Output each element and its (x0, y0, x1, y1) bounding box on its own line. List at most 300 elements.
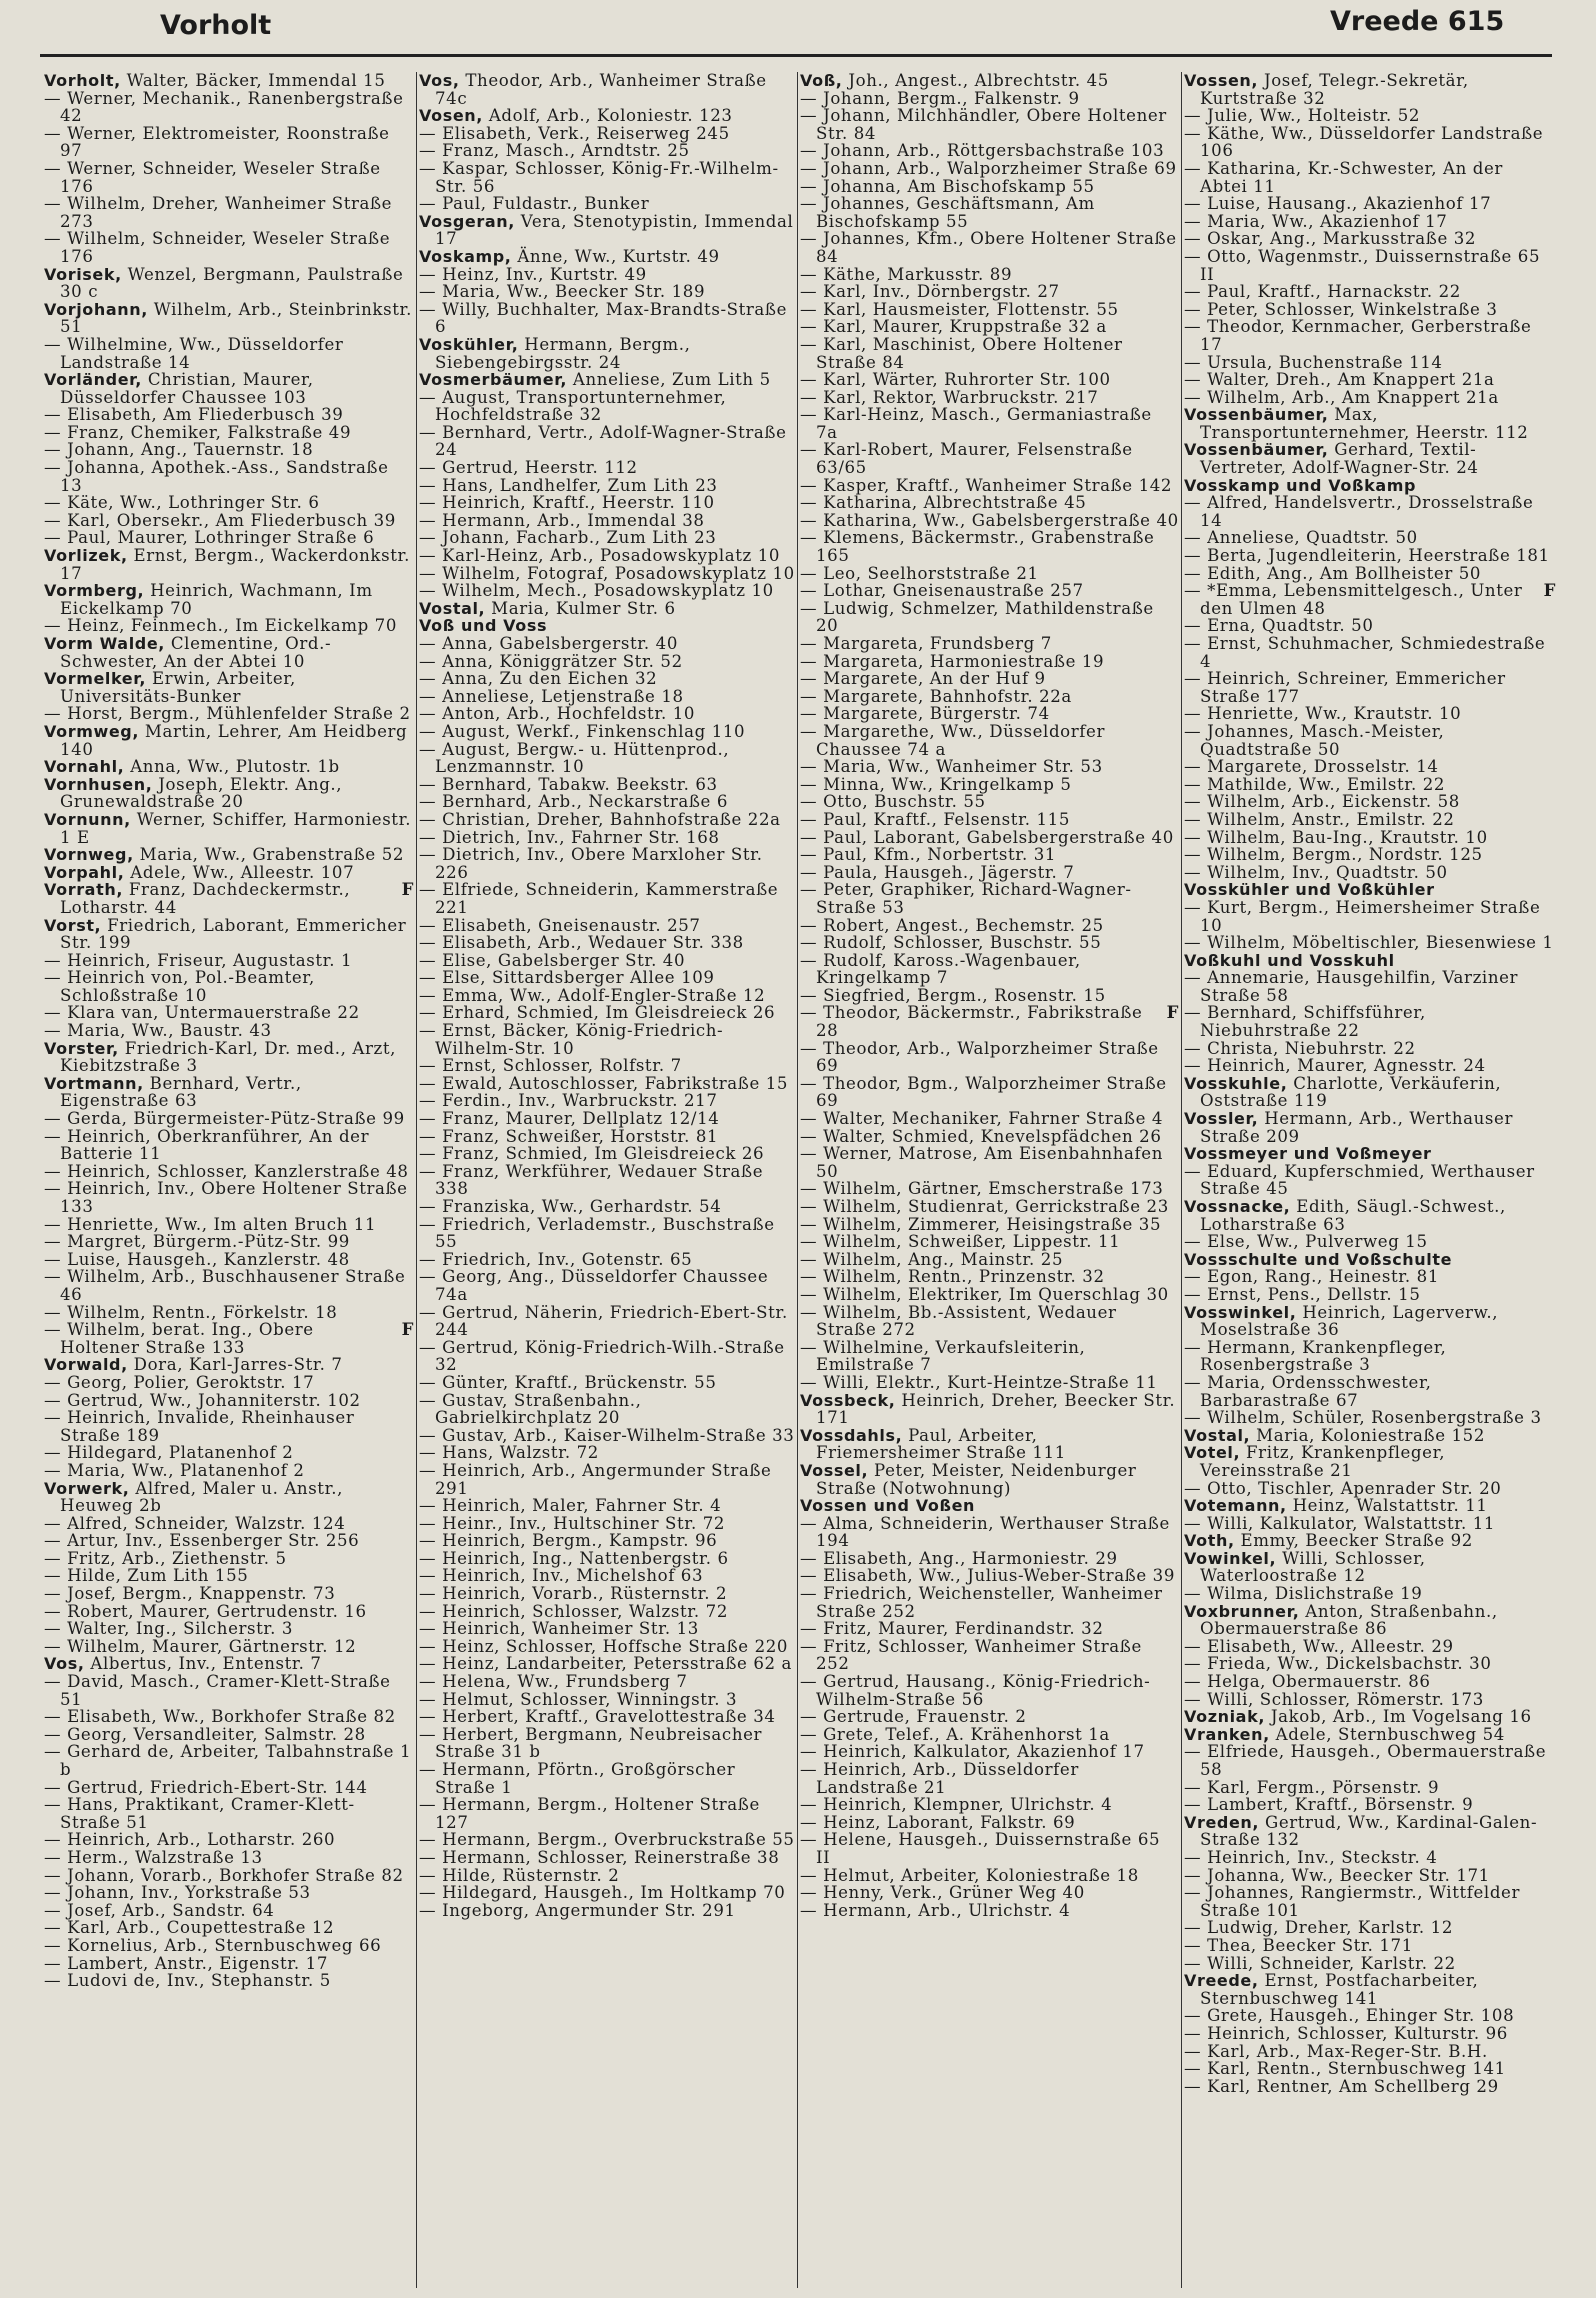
directory-entry (44, 1779, 414, 1797)
entry-details: — Klara van, Untermauerstraße 22 (44, 1003, 360, 1023)
entry-details: — Heinrich, Oberkranführer, An der Batterie 11 (44, 1126, 370, 1164)
entry-details: — Rudolf, Schlosser, Buschstr. 55 (800, 933, 1102, 953)
entry-details: — Johann, Milchhändler, Obere Holtener Str. 84 (800, 106, 1167, 143)
entry-details: — Wilhelm, Mech., Posadowskyplatz 10 (419, 581, 774, 601)
directory-entry (1184, 670, 1556, 705)
directory-entry (1184, 494, 1556, 529)
directory-entry (800, 1374, 1179, 1392)
directory-entry (1184, 1603, 1556, 1638)
entry-details: — Maria, Ww., Beecker Str. 189 (419, 282, 706, 302)
directory-entry (419, 1515, 798, 1533)
entry-details: — Johanna, Am Bischofskamp 55 (800, 176, 1095, 196)
directory-entry (800, 793, 1179, 811)
directory-entry (800, 758, 1179, 776)
entry-surname: Vorjohann, (44, 299, 148, 319)
directory-entry (419, 142, 798, 160)
entry-details: — Heinrich, Schlosser, Kanzlerstraße 48 (44, 1161, 409, 1181)
directory-entry (44, 1585, 414, 1603)
entry-details: — Walter, Ing., Silcherstr. 3 (44, 1619, 294, 1639)
directory-entry (419, 529, 798, 547)
directory-entry (44, 1110, 414, 1128)
entry-surname: Vostal, (1184, 1425, 1251, 1445)
directory-entry (419, 987, 798, 1005)
entry-details: — Hildegard, Platanenhof 2 (44, 1443, 294, 1463)
directory-entry (1184, 477, 1556, 495)
directory-entry (419, 741, 798, 776)
directory-entry (800, 512, 1179, 530)
entry-details: — Karl, Hausmeister, Flottenstr. 55 (800, 299, 1119, 319)
entry-details: — Heinrich von, Pol.-Beamter, Schloßstraße 10 (44, 968, 315, 1005)
entry-details: — Heinrich, Arb., Lotharstr. 260 (44, 1830, 336, 1850)
directory-entry (44, 1532, 414, 1550)
directory-entry (1184, 1919, 1556, 1937)
entry-details: Vera, Stenotypistin, Immendal 17 (435, 211, 794, 249)
entry-details: — Rudolf, Kaross.-Wagenbauer, Kringelkamp 7 (800, 950, 1081, 988)
entry-details: — Johann, Ang., Tauernstr. 18 (44, 440, 314, 460)
directory-entry (1184, 354, 1556, 372)
directory-entry (800, 864, 1179, 882)
entry-details: — Luise, Hausgeh., Kanzlerstr. 48 (44, 1249, 350, 1269)
directory-entry (1184, 2025, 1556, 2043)
entry-details: — Else, Ww., Pulverweg 15 (1184, 1232, 1428, 1252)
entry-details: — Margarete, An der Huf 9 (800, 669, 1046, 689)
entry-surname: Vranken, (1184, 1724, 1270, 1744)
directory-entry (1184, 1251, 1556, 1269)
entry-details: — Johannes, Kfm., Obere Holtener Straße 84 (800, 229, 1177, 266)
entry-surname: Vreden, (1184, 1812, 1260, 1832)
entry-surname: Vornweg, (44, 845, 134, 865)
directory-entry (419, 1057, 798, 1075)
directory-entry (800, 1831, 1179, 1866)
directory-entry (44, 864, 414, 882)
directory-entry (44, 1022, 414, 1040)
entry-details: — Hermann, Bergm., Overbruckstraße 55 (419, 1830, 795, 1850)
entry-surname: Vormberg, (44, 581, 145, 601)
entry-details: — Robert, Angest., Bechemstr. 25 (800, 915, 1104, 935)
entry-details: — Wilhelmine, Ww., Düsseldorfer Landstraße 14 (44, 334, 344, 372)
entry-details: — Gerda, Bürgermeister-Pütz-Straße 99 (44, 1109, 405, 1129)
directory-entry (419, 301, 798, 336)
entry-details: — Elisabeth, Am Fliederbusch 39 (44, 405, 344, 425)
directory-entry (419, 512, 798, 530)
entry-details: — Maria, Ww., Akazienhof 17 (1184, 211, 1448, 231)
directory-entry (44, 1955, 414, 1973)
entry-details: Adele, Sternbuschweg 54 (1275, 1724, 1505, 1744)
directory-entry (44, 441, 414, 459)
entry-details: Ernst, Postfacharbeiter, Sternbuschweg 141 (1200, 1971, 1479, 2008)
entry-details: — Helena, Ww., Frundsberg 7 (419, 1672, 688, 1692)
directory-entry (44, 705, 414, 723)
entry-details: Franz, Dachdeckermstr., Lotharstr. 44 (60, 880, 351, 917)
entry-details: — Katharina, Albrechtstraße 45 (800, 493, 1087, 513)
entry-details: Alfred, Maler u. Anstr., Heuweg 2b (60, 1478, 344, 1516)
entry-surname: Vosskuhle, (1184, 1073, 1288, 1093)
directory-entry (800, 1339, 1179, 1374)
directory-entry (419, 459, 798, 477)
directory-entry (800, 90, 1179, 108)
directory-entry (44, 635, 414, 670)
directory-entry (1184, 635, 1556, 670)
directory-entry (800, 688, 1179, 706)
directory-entry (44, 1655, 414, 1673)
directory-entry (44, 336, 414, 371)
directory-entry (44, 1356, 414, 1374)
entry-details: Gerhard, Textil-Vertreter, Adolf-Wagner-Str. 24 (1200, 440, 1479, 478)
entry-details: — Alfred, Handelsvertr., Drosselstraße 14 (1184, 493, 1534, 530)
entry-details: — Helmut, Schlosser, Winningstr. 3 (419, 1689, 738, 1709)
entry-details: — Ludovi de, Inv., Stephanstr. 5 (44, 1971, 331, 1991)
entry-surname: Vorm Walde, (44, 634, 165, 653)
entry-details: — Elisabeth, Ang., Harmoniestr. 29 (800, 1548, 1118, 1568)
entry-details: — Berta, Jugendleiterin, Heerstraße 181 (1184, 546, 1550, 566)
entry-details: — Walter, Schmied, Knevelspfädchen 26 (800, 1126, 1162, 1146)
entry-details: — Heinrich, Klempner, Ulrichstr. 4 (800, 1795, 1113, 1815)
directory-entry (419, 1339, 798, 1374)
directory-entry (1184, 1268, 1556, 1286)
directory-entry (800, 301, 1179, 319)
entry-surname: Vorst, (44, 915, 102, 935)
entry-details: — Emma, Ww., Adolf-Engler-Straße 12 (419, 985, 766, 1005)
entry-details: — Heinrich, Ing., Nattenbergstr. 6 (419, 1548, 729, 1568)
directory-entry (419, 1004, 798, 1022)
entry-details: — Wilhelm, Bau-Ing., Krautstr. 10 (1184, 827, 1488, 847)
directory-entry (419, 1638, 798, 1656)
directory-entry (419, 1392, 798, 1427)
entry-details: — Franz, Maurer, Dellplatz 12/14 (419, 1109, 720, 1129)
entry-details: Jakob, Arb., Im Vogelsang 16 (1270, 1707, 1532, 1727)
directory-entry (44, 230, 414, 265)
entry-details: — Franz, Schmied, Im Gleisdreieck 26 (419, 1144, 765, 1164)
directory-entry (800, 1673, 1179, 1708)
directory-entry (419, 125, 798, 143)
directory-entry (44, 1392, 414, 1410)
entry-details: — Heinrich, Inv., Steckstr. 4 (1184, 1847, 1438, 1867)
directory-entry (1184, 617, 1556, 635)
directory-entry (800, 318, 1179, 336)
directory-entry (800, 72, 1179, 90)
directory-entry (1184, 881, 1556, 899)
entry-details: Wenzel, Bergmann, Paulstraße 30 c (60, 264, 404, 302)
entry-details: — Heinrich, Arb., Angermunder Straße 291 (419, 1460, 772, 1498)
entry-surname: Vosgeran, (419, 211, 515, 231)
directory-entry (44, 1180, 414, 1215)
entry-details: — Heinz, Inv., Kurtstr. 49 (419, 264, 647, 284)
entry-surname: Vossschulte und Voßschulte (1184, 1249, 1453, 1269)
entry-details: — Ernst, Bäcker, König-Friedrich-Wilhelm-Str. 10 (419, 1021, 724, 1058)
directory-entry (1184, 230, 1556, 248)
column-divider (1181, 72, 1182, 2288)
entry-details: — August, Bergw.- u. Hüttenprod., Lenzmannstr. 10 (419, 739, 730, 777)
directory-entry (800, 1180, 1179, 1198)
directory-entry (44, 1409, 414, 1444)
directory-entry (44, 952, 414, 970)
entry-details: — Artur, Inv., Essenberger Str. 256 (44, 1531, 360, 1551)
directory-entry (800, 1567, 1179, 1585)
entry-details: — Karl, Obersekr., Am Fliederbusch 39 (44, 510, 396, 530)
column-divider (416, 72, 417, 2288)
directory-entry (1184, 829, 1556, 847)
entry-details: — Werner, Matrose, Am Eisenbahnhafen 50 (800, 1144, 1164, 1181)
entry-details: — Wilhelm, Schweißer, Lippestr. 11 (800, 1232, 1121, 1252)
entry-details: — Minna, Ww., Kringelkamp 5 (800, 774, 1072, 794)
directory-entry (800, 266, 1179, 284)
entry-surname: Vorlizek, (44, 546, 128, 566)
directory-entry (44, 1796, 414, 1831)
directory-entry (800, 670, 1179, 688)
entry-details: — Wilhelm, Gärtner, Emscherstraße 173 (800, 1179, 1164, 1199)
directory-entry (800, 389, 1179, 407)
directory-entry (800, 653, 1179, 671)
entry-surname: Vornahl, (44, 757, 125, 777)
entry-surname: Vowinkel, (1184, 1548, 1277, 1568)
entry-details: Paul, Arbeiter, Friemersheimer Straße 111 (816, 1425, 1066, 1463)
directory-entry (419, 582, 798, 600)
entry-surname: Vreede, (1184, 1971, 1259, 1991)
entry-details: — Margarete, Drosselstr. 14 (1184, 757, 1439, 777)
directory-entry (419, 1145, 798, 1163)
directory-entry (1184, 1638, 1556, 1656)
entry-details: — Elise, Gabelsberger Str. 40 (419, 950, 686, 970)
entry-details: — Wilhelm, berat. Ing., Obere Holtener Straße 133 (44, 1320, 314, 1357)
directory-entry (44, 1004, 414, 1022)
entry-details: — Elisabeth, Verk., Reiserweg 245 (419, 123, 730, 143)
entry-surname: Vosskühler und Voßkühler (1184, 880, 1435, 900)
entry-details: — Hermann, Arb., Ulrichstr. 4 (800, 1900, 1071, 1920)
directory-entry (419, 635, 798, 653)
entry-details: Dora, Karl-Jarres-Str. 7 (133, 1355, 343, 1375)
directory-entry (419, 1567, 798, 1585)
directory-entry (419, 1304, 798, 1339)
entry-details: — Grete, Telef., A. Krähenhorst 1a (800, 1724, 1110, 1744)
entry-surname: Vossel, (800, 1460, 869, 1480)
directory-entry (1184, 1796, 1556, 1814)
directory-entry (1184, 213, 1556, 231)
directory-entry (1184, 441, 1556, 476)
entry-surname: Vorster, (44, 1038, 119, 1058)
entry-details: Willi, Schlosser, Waterloostraße 12 (1200, 1548, 1426, 1586)
directory-entry (419, 477, 798, 495)
directory-entry (1184, 1427, 1556, 1445)
entry-details: Gertrud, Ww., Kardinal-Galen-Straße 132 (1200, 1812, 1538, 1850)
entry-details: Walter, Bäcker, Immendal 15 (126, 72, 386, 90)
entry-details: — Johann, Facharb., Zum Lith 23 (419, 528, 717, 548)
directory-entry (800, 1726, 1179, 1744)
entry-details: — Robert, Maurer, Gertrudenstr. 16 (44, 1601, 367, 1621)
entry-details: Max, Transportunternehmer, Heerstr. 112 (1200, 405, 1529, 442)
entry-details: — Elisabeth, Ww., Borkhofer Straße 82 (44, 1707, 396, 1727)
entry-details: — Grete, Hausgeh., Ehinger Str. 108 (1184, 2006, 1515, 2026)
entry-details: — *Emma, Lebensmittelgesch., Unter den Ulmen 48 (1184, 581, 1523, 618)
entry-details: — August, Transportunternehmer, Hochfeldstraße 32 (419, 387, 727, 425)
entry-details: — Klemens, Bäckermstr., Grabenstraße 165 (800, 528, 1155, 566)
directory-entry (1184, 1145, 1556, 1163)
directory-entry (44, 1462, 414, 1480)
directory-entry (419, 1022, 798, 1057)
directory-entry (44, 266, 414, 301)
entry-details: — Friedrich, Weichensteller, Wanheimer Straße 252 (800, 1584, 1163, 1621)
entry-details: — Heinrich, Maurer, Agnesstr. 24 (1184, 1056, 1486, 1076)
directory-entry (1184, 1286, 1556, 1304)
directory-entry (800, 635, 1179, 653)
directory-entry (44, 512, 414, 530)
entry-details: — Margarete, Bahnhofstr. 22a (800, 686, 1072, 706)
directory-entry (800, 1585, 1179, 1620)
entry-details: Werner, Schiffer, Harmoniestr. 1 E (60, 809, 412, 847)
directory-entry (419, 776, 798, 794)
entry-details: — Heinrich, Invalide, Rheinhauser Straße 189 (44, 1408, 355, 1445)
directory-entry (419, 1585, 798, 1603)
entry-details: — Heinrich, Schlosser, Walzstr. 72 (419, 1601, 728, 1621)
directory-entry (1184, 934, 1556, 952)
directory-entry (1184, 1955, 1556, 1973)
directory-entry (419, 1075, 798, 1093)
entry-details: — Helga, Obermauerstr. 86 (1184, 1672, 1431, 1692)
entry-details: — Johann, Vorarb., Borkhofer Straße 82 (44, 1865, 404, 1885)
entry-surname: Vossen und Voßen (800, 1496, 976, 1516)
directory-entry (1184, 1075, 1556, 1110)
directory-entry (800, 406, 1179, 441)
entry-details: — Kornelius, Arb., Sternbuschweg 66 (44, 1935, 382, 1955)
directory-entry (44, 90, 414, 125)
entry-surname: Voß, (800, 72, 843, 90)
entry-details: — Hermann, Pförtn., Großgörscher Straße 1 (419, 1760, 736, 1797)
directory-entry (1184, 1532, 1556, 1550)
entry-details: Albertus, Inv., Entenstr. 7 (90, 1654, 322, 1674)
entry-details: — Wilhelm, Möbeltischler, Biesenwiese 1 (1184, 933, 1554, 953)
directory-entry (1184, 529, 1556, 547)
entry-details: — Gertrud, Näherin, Friedrich-Ebert-Str. 244 (419, 1302, 788, 1340)
directory-entry (419, 1884, 798, 1902)
directory-entry (44, 1867, 414, 1885)
entry-details: — Heinrich, Kalkulator, Akazienhof 17 (800, 1742, 1145, 1762)
entry-details: — Elisabeth, Gneisenaustr. 257 (419, 915, 701, 935)
directory-entry (800, 987, 1179, 1005)
directory-entry (800, 142, 1179, 160)
entry-details: — Maria, Ordensschwester, Barbarastraße 67 (1184, 1372, 1432, 1410)
entry-details: — Friedrich, Inv., Gotenstr. 65 (419, 1249, 693, 1269)
directory-entry (800, 705, 1179, 723)
directory-entry (44, 582, 414, 617)
directory-entry (800, 1128, 1179, 1146)
directory-entry (44, 1480, 414, 1515)
directory-entry (419, 1110, 798, 1128)
entry-details: — Willi, Elektr., Kurt-Heintze-Straße 11 (800, 1372, 1158, 1392)
directory-entry (419, 371, 798, 389)
entry-details: — Margareta, Frundsberg 7 (800, 634, 1052, 653)
directory-entry (1184, 1972, 1556, 2007)
entry-details: — Anton, Arb., Hochfeldstr. 10 (419, 704, 696, 724)
directory-entry (419, 1163, 798, 1198)
directory-entry (44, 1163, 414, 1181)
entry-surname: Vormelker, (44, 669, 147, 689)
directory-entry (419, 1427, 798, 1445)
directory-entry (44, 125, 414, 160)
entry-details: Anton, Straßenbahn., Obermauerstraße 86 (1200, 1601, 1498, 1639)
entry-details: — Günter, Kraftf., Brückenstr. 55 (419, 1372, 717, 1392)
directory-entry (800, 934, 1179, 952)
directory-entry (44, 1040, 414, 1075)
entry-details: — Theodor, Kernmacher, Gerberstraße 17 (1184, 317, 1532, 354)
directory-entry (800, 829, 1179, 847)
directory-entry (419, 1374, 798, 1392)
entry-details: — Heinrich, Friseur, Augustastr. 1 (44, 950, 353, 970)
entry-details: — Käte, Ww., Lothringer Str. 6 (44, 493, 320, 513)
directory-entry (419, 72, 798, 107)
entry-details: — Katharina, Kr.-Schwester, An der Abtei 11 (1184, 158, 1503, 196)
directory-entry (800, 952, 1179, 987)
entry-details: — Heinrich, Inv., Obere Holtener Straße 133 (44, 1179, 408, 1216)
entry-details: — Horst, Bergm., Mühlenfelder Straße 2 (44, 704, 411, 724)
entry-details: — Kaspar, Schlosser, König-Fr.-Wilhelm-Str. 56 (419, 158, 779, 196)
directory-entry (44, 371, 414, 406)
entry-details: Josef, Telegr.-Sekretär, Kurtstraße 32 (1200, 72, 1469, 108)
entry-details: Adolf, Arb., Koloniestr. 123 (488, 106, 733, 126)
directory-entry (1184, 195, 1556, 213)
entry-details: — Werner, Elektromeister, Roonstraße 97 (44, 123, 390, 161)
entry-details: — Ernst, Pens., Dellstr. 15 (1184, 1284, 1421, 1304)
directory-entry (800, 178, 1179, 196)
directory-entry (1184, 1849, 1556, 1867)
entry-details: — Karl, Maurer, Kruppstraße 32 a (800, 317, 1107, 337)
entry-surname: Vos, (44, 1654, 85, 1674)
entry-details: — Heinrich, Kraftf., Heerstr. 110 (419, 493, 715, 513)
entry-details: — Heinrich, Schlosser, Kulturstr. 96 (1184, 2023, 1508, 2043)
entry-details: — Georg, Versandleiter, Salmstr. 28 (44, 1724, 366, 1744)
directory-entry (419, 266, 798, 284)
entry-details: — Otto, Tischler, Apenrader Str. 20 (1184, 1478, 1502, 1498)
directory-entry (800, 582, 1179, 600)
entry-details: — Anna, Königgrätzer Str. 52 (419, 651, 683, 671)
directory-entry (1184, 1374, 1556, 1409)
directory-entry (419, 160, 798, 195)
directory-entry (44, 1128, 414, 1163)
entry-details: — Theodor, Bgm., Walporzheimer Straße 69 (800, 1073, 1167, 1111)
entry-details: Heinrich, Dreher, Beecker Str. 171 (816, 1390, 1176, 1428)
entry-details: — Anneliese, Quadtstr. 50 (1184, 528, 1418, 548)
entry-details: — Kasper, Kraftf., Wanheimer Straße 142 (800, 475, 1173, 495)
directory-entry (419, 336, 798, 371)
entry-details: — Margret, Bürgerm.-Pütz-Str. 99 (44, 1232, 350, 1252)
directory-entry (44, 1304, 414, 1322)
entry-details: — Johann, Inv., Yorkstraße 53 (44, 1883, 311, 1903)
entry-details: — Alfred, Schneider, Walzstr. 124 (44, 1513, 346, 1533)
entry-details: — Wilhelm, Ang., Mainstr. 25 (800, 1249, 1064, 1269)
entry-details: — Wilhelm, Zimmerer, Heisingstraße 35 (800, 1214, 1162, 1234)
entry-details: Maria, Ww., Grabenstraße 52 (139, 845, 405, 865)
directory-entry (419, 1708, 798, 1726)
entry-details: — Gertrud, Heerstr. 112 (419, 458, 638, 478)
entry-details: — Johann, Arb., Walporzheimer Straße 69 (800, 158, 1177, 178)
directory-entry (419, 1251, 798, 1269)
entry-details: — Wilhelm, Rentn., Förkelstr. 18 (44, 1302, 338, 1322)
directory-entry (44, 1268, 414, 1303)
directory-entry (800, 1796, 1179, 1814)
directory-entry (44, 811, 414, 846)
entry-details: — Kurt, Bergm., Heimersheimer Straße 10 (1184, 897, 1541, 935)
entry-details: — Fritz, Arb., Ziethenstr. 5 (44, 1548, 287, 1568)
entry-details: — Henriette, Ww., Im alten Bruch 11 (44, 1214, 377, 1234)
directory-entry (800, 371, 1179, 389)
entry-details: — Willi, Schneider, Karlstr. 22 (1184, 1953, 1456, 1973)
directory-entry (800, 283, 1179, 301)
directory-entry (419, 389, 798, 424)
entry-details: — Maria, Ww., Wanheimer Str. 53 (800, 757, 1103, 777)
entry-details: — Anna, Gabelsbergerstr. 40 (419, 634, 678, 653)
directory-entry (800, 1761, 1179, 1796)
entry-details: — Paula, Hausgeh., Jägerstr. 7 (800, 862, 1075, 882)
directory-entry (1184, 160, 1556, 195)
directory-entry (800, 1515, 1179, 1550)
